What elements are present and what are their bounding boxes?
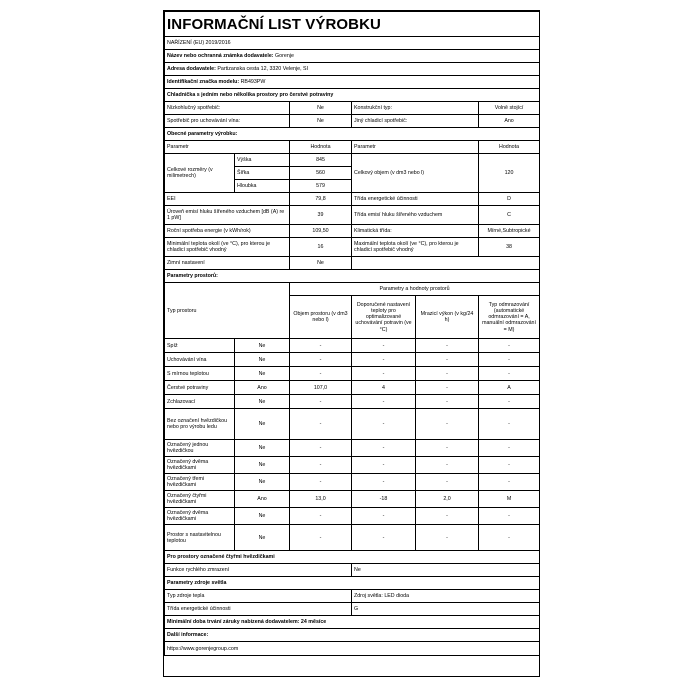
- compartment-present: Ne: [235, 409, 290, 440]
- compartment-freeze: -: [416, 457, 479, 474]
- col-defrost-header: Typ odmrazování (automatické odmrazování = A, manuální odmrazování = M): [479, 296, 540, 339]
- compartment-present: Ano: [235, 491, 290, 508]
- total-volume-label: Celkový objem (v dm3 nebo l): [352, 154, 479, 193]
- compartments-heading: Parametry prostorů:: [165, 270, 540, 283]
- compartment-name: S mírnou teplotou: [165, 367, 235, 381]
- compartment-defrost: -: [479, 353, 540, 367]
- fast-freeze-label: Funkce rychlého zmrazení: [165, 564, 352, 577]
- compartment-row: [165, 508, 540, 525]
- compartment-present: Ne: [235, 353, 290, 367]
- compartment-present: Ne: [235, 457, 290, 474]
- winter-setting-value: Ne: [290, 257, 352, 270]
- compartment-volume: -: [290, 409, 352, 440]
- compartment-volume: -: [290, 474, 352, 491]
- compartment-temp: -: [352, 440, 416, 457]
- compartment-volume: 107,0: [290, 381, 352, 395]
- compartment-freeze: -: [416, 525, 479, 551]
- min-temp-label: Minimální teplota okolí (ve °C), pro kterou je chladicí spotřebič vhodný: [165, 238, 290, 257]
- compartment-row: [165, 409, 540, 440]
- max-temp-value: 38: [479, 238, 540, 257]
- compartment-present: Ne: [235, 525, 290, 551]
- compartment-rows: [165, 339, 540, 551]
- compartment-volume: -: [290, 525, 352, 551]
- col-temp-header: Doporučené nastavení teploty pro optimalizované uchovávání potravin (ve °C): [352, 296, 416, 339]
- compartment-row: [165, 491, 540, 508]
- col-volume-header: Objem prostoru (v dm3 nebo l): [290, 296, 352, 339]
- compartment-present: Ne: [235, 339, 290, 353]
- eei-value: 79,8: [290, 193, 352, 206]
- compartment-name: Označený dvěma hvězdičkami: [165, 457, 235, 474]
- compartment-freeze: -: [416, 381, 479, 395]
- compartment-name: Čerstvé potraviny: [165, 381, 235, 395]
- compartment-defrost: -: [479, 367, 540, 381]
- compartment-defrost: -: [479, 440, 540, 457]
- compartment-volume: -: [290, 508, 352, 525]
- compartment-defrost: -: [479, 339, 540, 353]
- width-value: 560: [290, 167, 352, 180]
- compartment-present: Ne: [235, 367, 290, 381]
- min-temp-value: 16: [290, 238, 352, 257]
- compartment-freeze: -: [416, 409, 479, 440]
- compartment-temp: -: [352, 409, 416, 440]
- compartment-present: Ne: [235, 474, 290, 491]
- low-noise-value: Ne: [290, 102, 352, 115]
- compartment-freeze: -: [416, 367, 479, 381]
- value-header: Hodnota: [290, 141, 352, 154]
- category-heading: Chladnička s jedním nebo několika prostory pro čerstvé potraviny: [165, 89, 540, 102]
- light-heading: Parametry zdroje světla: [165, 577, 540, 590]
- height-label: Výška: [235, 154, 290, 167]
- compartment-defrost: -: [479, 457, 540, 474]
- compartment-row: [165, 395, 540, 409]
- eei-label: EEI: [165, 193, 290, 206]
- compartment-row: [165, 367, 540, 381]
- compartment-name: Uchovávání vína: [165, 353, 235, 367]
- compartment-freeze: -: [416, 339, 479, 353]
- sheet-title: INFORMAČNÍ LIST VÝROBKU: [165, 12, 540, 37]
- compartment-temp: -: [352, 457, 416, 474]
- compartment-freeze: -: [416, 474, 479, 491]
- value-header-2: Hodnota: [479, 141, 540, 154]
- total-volume-value: 120: [479, 154, 540, 193]
- compartment-name: Označený dvěma hvězdičkami: [165, 508, 235, 525]
- noise-class-value: C: [479, 206, 540, 225]
- height-value: 845: [290, 154, 352, 167]
- light-class-label: Třída energetické účinnosti: [165, 603, 352, 616]
- compartment-freeze: 2,0: [416, 491, 479, 508]
- fast-freeze-value: Ne: [352, 564, 540, 577]
- noise-label: Úroveň emisí hluku šířeného vzduchem [dB (A) re 1 pW]: [165, 206, 290, 225]
- compartment-temp: -18: [352, 491, 416, 508]
- compartment-defrost: -: [479, 395, 540, 409]
- compartment-present: Ne: [235, 440, 290, 457]
- param-header: Parametr: [165, 141, 290, 154]
- compartment-volume: 13,0: [290, 491, 352, 508]
- four-star-heading: Pro prostory označené čtyřmi hvězdičkami: [165, 551, 540, 564]
- compartment-name: Označený čtyřmi hvězdičkami: [165, 491, 235, 508]
- energy-class-label: Třída energetické účinnosti: [352, 193, 479, 206]
- compartment-freeze: -: [416, 440, 479, 457]
- compartment-temp: -: [352, 474, 416, 491]
- compartment-present: Ne: [235, 508, 290, 525]
- annual-energy-value: 109,50: [290, 225, 352, 238]
- energy-class-value: D: [479, 193, 540, 206]
- param-header-2: Parametr: [352, 141, 479, 154]
- col-freeze-header: Mrazicí výkon (v kg/24 h): [416, 296, 479, 339]
- more-info-heading: Další informace:: [165, 629, 540, 642]
- compartment-params-header: Parametry a hodnoty prostorů: [290, 283, 540, 296]
- compartment-name: Zchlazovací: [165, 395, 235, 409]
- compartment-volume: -: [290, 395, 352, 409]
- compartment-volume: -: [290, 457, 352, 474]
- supplier-address-row: Adresa dodavatele: Partizanska cesta 12, 3320 Velenje, SI: [165, 63, 540, 76]
- more-info-url[interactable]: https://www.gorenjegroup.com: [165, 642, 540, 656]
- width-label: Šířka: [235, 167, 290, 180]
- depth-label: Hloubka: [235, 180, 290, 193]
- compartment-row: [165, 339, 540, 353]
- other-appliance-value: Ano: [479, 115, 540, 128]
- compartment-freeze: -: [416, 395, 479, 409]
- compartment-temp: -: [352, 367, 416, 381]
- compartment-name: Bez označení hvězdičkou nebo pro výrobu ledu: [165, 409, 235, 440]
- compartment-temp: -: [352, 508, 416, 525]
- compartment-freeze: -: [416, 508, 479, 525]
- noise-class-label: Třída emisí hluku šířeného vzduchem: [352, 206, 479, 225]
- supplier-name: Gorenje: [275, 53, 294, 60]
- general-heading: Obecné parametry výrobku:: [165, 128, 540, 141]
- sheet-table: [164, 11, 540, 656]
- other-appliance-label: Jiný chladicí spotřebič:: [352, 115, 479, 128]
- light-source-value: Zdroj světla: LED dioda: [352, 590, 540, 603]
- compartment-temp: -: [352, 353, 416, 367]
- product-information-sheet: [163, 10, 540, 677]
- low-noise-label: Nízkohlučný spotřebič:: [165, 102, 290, 115]
- compartment-temp: 4: [352, 381, 416, 395]
- compartment-volume: -: [290, 440, 352, 457]
- compartment-row: [165, 381, 540, 395]
- compartment-defrost: -: [479, 525, 540, 551]
- compartment-defrost: -: [479, 409, 540, 440]
- compartment-row: [165, 525, 540, 551]
- compartment-temp: -: [352, 395, 416, 409]
- compartment-volume: -: [290, 353, 352, 367]
- compartment-defrost: -: [479, 474, 540, 491]
- compartment-volume: -: [290, 367, 352, 381]
- compartment-row: [165, 440, 540, 457]
- warranty-row: Minimální doba trvání záruky nabízená dodavatelem: 24 měsíce: [165, 616, 540, 629]
- regulation-ref: NAŘÍZENÍ (EU) 2019/2016: [165, 37, 540, 50]
- climate-class-label: Klimatická třída:: [352, 225, 479, 238]
- depth-value: 579: [290, 180, 352, 193]
- compartment-defrost: -: [479, 508, 540, 525]
- light-type-label: Typ zdroje tepla: [165, 590, 352, 603]
- compartment-name: Prostor s nastavitelnou teplotou: [165, 525, 235, 551]
- compartment-present: Ne: [235, 395, 290, 409]
- design-type-label: Konstrukční typ:: [352, 102, 479, 115]
- compartment-temp: -: [352, 525, 416, 551]
- model-row: Identifikační značka modelu: RB493PW: [165, 76, 540, 89]
- compartment-present: Ano: [235, 381, 290, 395]
- compartment-name: Označený třemi hvězdičkami: [165, 474, 235, 491]
- winter-setting-label: Zimní nastavení: [165, 257, 290, 270]
- model-id: RB493PW: [240, 79, 266, 86]
- climate-class-value: Mírné,Subtropické: [479, 225, 540, 238]
- compartment-row: [165, 474, 540, 491]
- compartment-type-header: Typ prostoru: [165, 283, 290, 339]
- compartment-temp: -: [352, 339, 416, 353]
- annual-energy-label: Roční spotřeba energie (v kWh/rok): [165, 225, 290, 238]
- light-class-value: G: [352, 603, 540, 616]
- compartment-defrost: A: [479, 381, 540, 395]
- design-type-value: Volně stojící: [479, 102, 540, 115]
- dimensions-label: Celkové rozměry (v milimetrech): [165, 154, 235, 193]
- supplier-address: Partizanska cesta 12, 3320 Velenje, SI: [217, 66, 309, 73]
- max-temp-label: Maximální teplota okolí (ve °C), pro kterou je chladicí spotřebič vhodný: [352, 238, 479, 257]
- compartment-freeze: -: [416, 353, 479, 367]
- compartment-row: [165, 353, 540, 367]
- compartment-volume: -: [290, 339, 352, 353]
- compartment-defrost: M: [479, 491, 540, 508]
- wine-storage-label: Spotřebič pro uchovávání vína:: [165, 115, 290, 128]
- noise-value: 39: [290, 206, 352, 225]
- wine-storage-value: Ne: [290, 115, 352, 128]
- compartment-name: Označený jednou hvězdičkou: [165, 440, 235, 457]
- compartment-row: [165, 457, 540, 474]
- supplier-name-row: Název nebo ochranná známka dodavatele: Gorenje: [165, 50, 540, 63]
- empty-cell: [352, 257, 540, 270]
- compartment-name: Spíž: [165, 339, 235, 353]
